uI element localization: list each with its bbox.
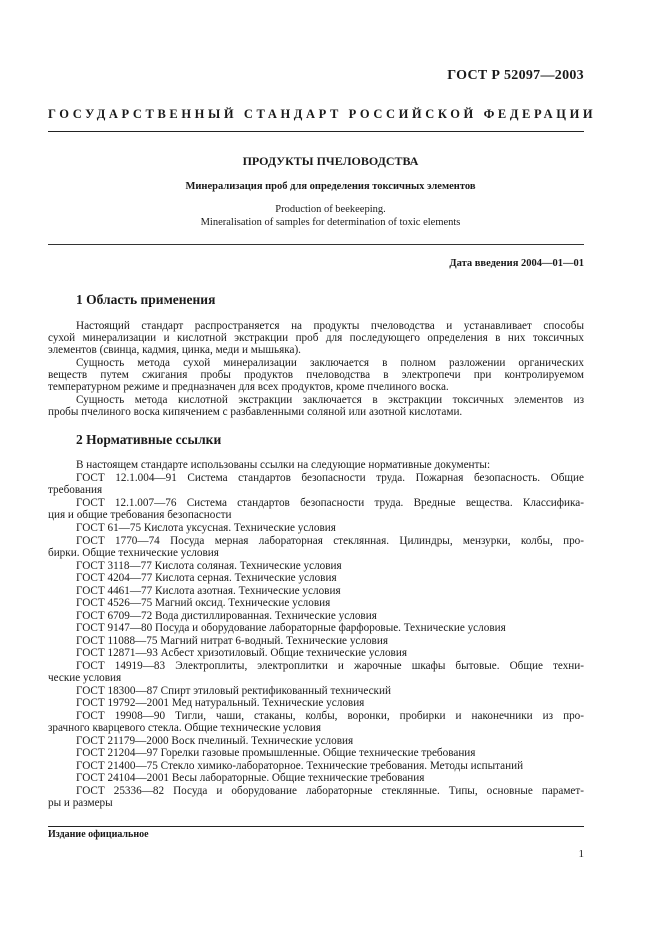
reference-line: ГОСТ 12871—93 Асбест хризотиловый. Общие технические условия [76, 647, 407, 659]
english-title-line-2: Mineralisation of samples for determination of toxic elements [200, 217, 461, 228]
section-1-line: сухой минерализации и кислотной экстракции проб для последующего определения в них токсичных [48, 332, 584, 344]
section-1-line: элементов (свинца, кадмия, цинка, меди и мышьяка). [48, 344, 301, 356]
reference-line: ГОСТ 9147—80 Посуда и оборудование лабораторные фарфоровые. Технические условия [76, 622, 506, 634]
reference-line: ГОСТ 12.1.004—91 Система стандартов безопасности труда. Пожарная безопасность. Общие [76, 472, 584, 484]
reference-line: ция и общие требования безопасности [48, 509, 232, 521]
reference-line: зрачного кварцевого стекла. Общие технические условия [48, 722, 321, 734]
section-1-heading: 1 Область применения [76, 292, 216, 307]
footer-rule [48, 826, 584, 827]
state-standard-banner: ГОСУДАРСТВЕННЫЙ СТАНДАРТ РОССИЙСКОЙ ФЕДЕРАЦИИ [48, 107, 597, 121]
reference-line: ГОСТ 3118—77 Кислота соляная. Технические условия [76, 560, 342, 572]
reference-line: ГОСТ 19908—90 Тигли, чаши, стаканы, колбы, воронки, пробирки и наконечники из про- [76, 710, 584, 722]
document-title: ПРОДУКТЫ ПЧЕЛОВОДСТВА [242, 154, 419, 168]
reference-line: ры и размеры [48, 797, 113, 809]
section-2-heading: 2 Нормативные ссылки [76, 432, 222, 447]
section-1-line: веществ путем сжигания пробы продуктов пчеловодства в электропечи при контролируемом [48, 369, 584, 381]
document-number: ГОСТ Р 52097—2003 [447, 68, 584, 83]
reference-line: ГОСТ 21179—2000 Воск пчелиный. Технические условия [76, 735, 354, 747]
reference-line: ГОСТ 24104—2001 Весы лабораторные. Общие технические требования [76, 772, 425, 784]
reference-line: ГОСТ 19792—2001 Мед натуральный. Технические условия [76, 697, 365, 709]
reference-line: бирки. Общие технические условия [48, 547, 219, 559]
reference-line: ГОСТ 18300—87 Спирт этиловый ректификованный технический [76, 685, 391, 697]
reference-line: ческие условия [48, 672, 122, 684]
reference-line: ГОСТ 25336—82 Посуда и оборудование лабораторные стеклянные. Типы, основные парамет- [76, 785, 584, 797]
section-1-line: Сущность метода кислотной экстракции заключается в экстракции токсичных элементов из [76, 394, 584, 406]
section-1-line: Настоящий стандарт распространяется на продукты пчеловодства и устанавливает способы [76, 320, 584, 332]
top-rule [48, 131, 584, 132]
reference-line: ГОСТ 21400—75 Стекло химико-лабораторное. Технические требования. Методы испытаний [76, 760, 524, 772]
english-title-line-1: Production of beekeeping. [275, 204, 386, 215]
reference-line: ГОСТ 1770—74 Посуда мерная лабораторная стеклянная. Цилиндры, мензурки, колбы, про- [76, 535, 584, 547]
reference-line: ГОСТ 14919—83 Электроплиты, электроплитки и жарочные шкафы бытовые. Общие техни- [76, 660, 584, 672]
reference-line: ГОСТ 4204—77 Кислота серная. Технические условия [76, 572, 337, 584]
section-2-line: В настоящем стандарте использованы ссылки на следующие нормативные документы: [76, 459, 491, 471]
title-rule [48, 244, 584, 245]
section-1-line: пробы пчелиного воска кипячением с разбавленными соляной или азотной кислотами. [48, 406, 463, 418]
reference-line: ГОСТ 6709—72 Вода дистиллированная. Технические условия [76, 610, 377, 622]
document-subtitle: Минерализация проб для определения токсичных элементов [185, 181, 476, 192]
introduction-date: Дата введения 2004—01—01 [449, 258, 584, 269]
reference-line: ГОСТ 4526—75 Магний оксид. Технические условия [76, 597, 331, 609]
section-1-line: Сущность метода сухой минерализации заключается в полном разложении органических [76, 357, 584, 369]
reference-line: требования [48, 484, 103, 496]
reference-line: ГОСТ 4461—77 Кислота азотная. Технические условия [76, 585, 341, 597]
reference-line: ГОСТ 12.1.007—76 Система стандартов безопасности труда. Вредные вещества. Классифика- [76, 497, 584, 509]
edition-note: Издание официальное [48, 829, 149, 840]
page-number: 1 [578, 848, 584, 860]
reference-line: ГОСТ 11088—75 Магний нитрат 6-водный. Технические условия [76, 635, 388, 647]
section-1-line: температурном режиме и предназначен для всех продуктов, кроме пчелиного воска. [48, 381, 449, 393]
reference-line: ГОСТ 61—75 Кислота уксусная. Технические условия [76, 522, 336, 534]
reference-line: ГОСТ 21204—97 Горелки газовые промышленные. Общие технические требования [76, 747, 476, 759]
